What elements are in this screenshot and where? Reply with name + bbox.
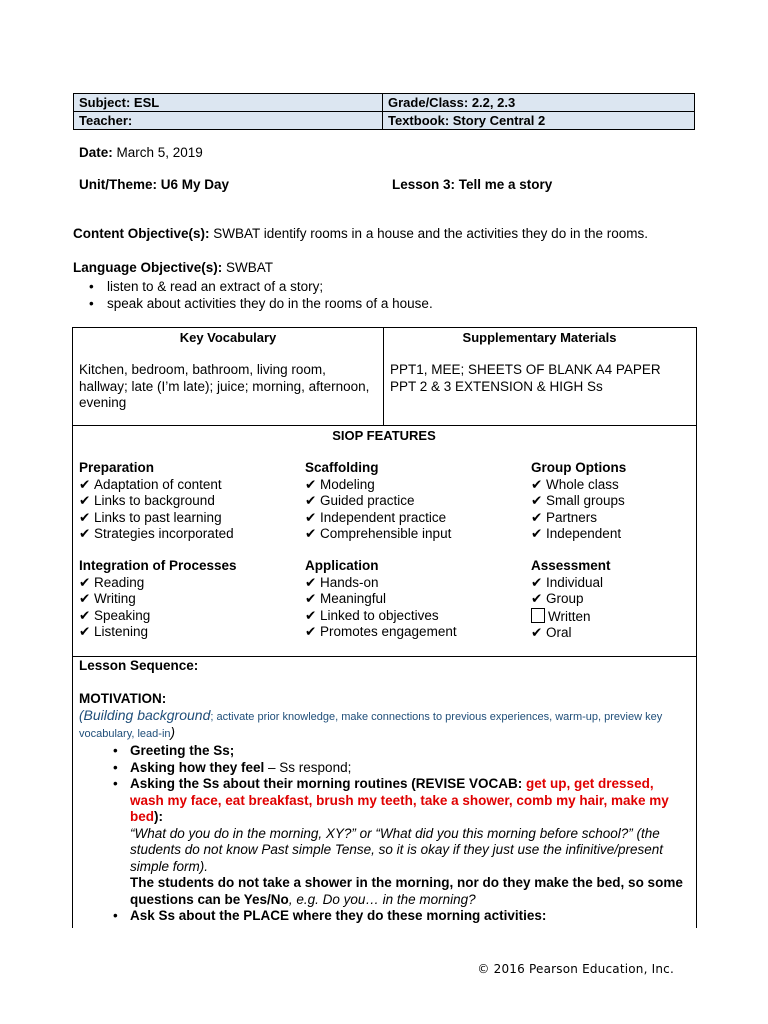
empty-checkbox-icon xyxy=(531,608,545,623)
check-icon: ✔ xyxy=(305,493,317,508)
date-value: March 5, 2019 xyxy=(112,145,203,160)
materials-text xyxy=(390,362,690,395)
group-options-heading: Group Options xyxy=(531,460,627,475)
checklist-item: ✔ Whole class xyxy=(531,476,619,492)
vocab-line: hallway; late (I’m late); juice; morning, afternoon, xyxy=(79,378,370,394)
list-item: • Asking the Ss about their morning routines (REVISE VOCAB: get up, get dressed, wash my face, eat breakfast, brush my teeth, take a shower, comb my hair, make my bed): “What do you do in the morning, XY?” or “What did you this morning before school?” (the students do not know Past simple Tense, so it is okay if they just use the infinitive/present simple form). The students do not take a shower in the morning, nor do they make the bed, so some questions can be Yes/No, e.g. Do you… in the morning? xyxy=(79,776,684,908)
list-item: • speak about activities they do in the rooms of a house. xyxy=(79,295,433,312)
check-icon: ✔ xyxy=(79,607,91,623)
checklist-item: ✔ Guided practice xyxy=(305,493,415,508)
materials-line: PPT1, MEE; SHEETS OF BLANK A4 PAPER xyxy=(390,362,661,377)
checklist-item: ✔ Individual xyxy=(531,574,604,590)
unit-theme: Unit/Theme: U6 My Day xyxy=(79,177,230,192)
content-objective-label: Content Objective(s): xyxy=(73,226,210,241)
grade-cell: Grade/Class: 2.2, 2.3 xyxy=(383,94,695,112)
list-item: • Greeting the Ss; xyxy=(79,743,684,760)
content-objective xyxy=(73,226,648,241)
check-icon: ✔ xyxy=(531,526,543,541)
scaffolding-list xyxy=(305,460,451,543)
checklist-item: ✔ Speaking xyxy=(79,607,151,623)
check-icon: ✔ xyxy=(79,509,91,525)
assessment-list xyxy=(531,558,611,642)
check-icon: ✔ xyxy=(79,526,91,541)
checklist-item: ✔ Modeling xyxy=(305,476,375,492)
check-icon: ✔ xyxy=(305,476,317,492)
motivation-heading: MOTIVATION: xyxy=(79,690,167,706)
vocab-line: Kitchen, bedroom, bathroom, living room, xyxy=(79,362,326,377)
siop-heading: SIOP FEATURES xyxy=(332,428,436,443)
checklist-item: ✔ Partners xyxy=(531,509,598,525)
check-icon: ✔ xyxy=(531,476,543,492)
materials-line: PPT 2 & 3 EXTENSION & HIGH Ss xyxy=(390,378,603,394)
checklist-item: ✔ Comprehensible input xyxy=(305,526,452,541)
language-objective-list xyxy=(79,278,433,312)
key-vocabulary-text xyxy=(79,362,381,412)
checklist-item: ✔ Adaptation of content xyxy=(79,476,222,492)
check-icon: ✔ xyxy=(305,574,317,590)
check-icon: ✔ xyxy=(79,574,91,590)
content-objective-text: SWBAT identify rooms in a house and the activities they do in the rooms. xyxy=(209,226,648,241)
checklist-item: ✔ Small groups xyxy=(531,493,625,508)
check-icon: ✔ xyxy=(305,624,317,639)
list-item: • Asking how they feel – Ss respond; xyxy=(79,760,684,777)
lesson-plan-table xyxy=(72,327,697,928)
textbook-cell: Textbook: Story Central 2 xyxy=(383,112,695,130)
checklist-item: ✔ Independent practice xyxy=(305,509,447,525)
checklist-item: ✔ Strategies incorporated xyxy=(79,526,234,541)
checklist-item: ✔ Group xyxy=(531,591,584,606)
check-icon: ✔ xyxy=(305,526,317,541)
checklist-item: ✔ Links to past learning xyxy=(79,509,222,525)
checklist-item: ✔ Writing xyxy=(79,591,136,606)
lesson-sequence-heading: Lesson Sequence: xyxy=(79,658,199,673)
lesson-title: Lesson 3: Tell me a story xyxy=(392,177,553,192)
checklist-item: Written xyxy=(531,608,611,626)
check-icon: ✔ xyxy=(79,591,91,606)
teacher-cell: Teacher: xyxy=(74,112,383,130)
application-heading: Application xyxy=(305,558,379,573)
check-icon: ✔ xyxy=(79,624,91,639)
checklist-item: ✔ Promotes engagement xyxy=(305,624,457,639)
language-objective-label: Language Objective(s): xyxy=(73,260,223,275)
check-icon: ✔ xyxy=(79,493,91,508)
list-item: • listen to & read an extract of a story; xyxy=(79,278,433,295)
header-table xyxy=(73,93,695,130)
check-icon: ✔ xyxy=(305,509,317,525)
integration-list xyxy=(79,558,237,641)
application-list xyxy=(305,558,457,641)
checklist-item: ✔ Meaningful xyxy=(305,591,387,606)
assessment-heading: Assessment xyxy=(531,558,611,573)
checklist-item: ✔ Listening xyxy=(79,624,149,639)
materials-heading: Supplementary Materials xyxy=(462,330,617,345)
subject-cell: Subject: ESL xyxy=(74,94,383,112)
date-label: Date: xyxy=(79,145,113,160)
check-icon: ✔ xyxy=(531,509,543,525)
motivation-steps xyxy=(79,743,684,925)
check-icon: ✔ xyxy=(305,607,317,623)
checklist-item: ✔ Linked to objectives xyxy=(305,607,439,623)
checklist-item: ✔ Links to background xyxy=(79,493,215,508)
check-icon: ✔ xyxy=(531,493,543,508)
copyright-footer: © 2016 Pearson Education, Inc. xyxy=(477,962,674,976)
motivation-note: (Building background; activate prior knowledge, make connections to previous experiences, warm-up, preview key vocabulary, lead-in) xyxy=(79,707,663,740)
date-line xyxy=(79,145,203,160)
vocab-line: evening xyxy=(79,395,127,410)
check-icon: ✔ xyxy=(305,591,317,606)
preparation-heading: Preparation xyxy=(79,460,155,475)
lesson-sequence xyxy=(79,658,684,925)
preparation-list xyxy=(79,460,234,543)
check-icon: ✔ xyxy=(531,591,543,606)
group-options-list xyxy=(531,460,626,543)
checklist-item: ✔ Independent xyxy=(531,526,622,541)
check-icon: ✔ xyxy=(79,476,91,492)
check-icon: ✔ xyxy=(531,625,543,640)
checklist-item: ✔ Hands-on xyxy=(305,574,379,590)
integration-heading: Integration of Processes xyxy=(79,558,237,573)
list-item: • Ask Ss about the PLACE where they do these morning activities: xyxy=(79,908,684,925)
checklist-item: ✔ Reading xyxy=(79,574,145,590)
language-objective-text: SWBAT xyxy=(222,260,274,275)
language-objective xyxy=(73,260,273,275)
checklist-item: ✔ Oral xyxy=(531,625,572,640)
key-vocabulary-heading: Key Vocabulary xyxy=(179,330,277,345)
check-icon: ✔ xyxy=(531,574,543,590)
scaffolding-heading: Scaffolding xyxy=(305,460,379,475)
